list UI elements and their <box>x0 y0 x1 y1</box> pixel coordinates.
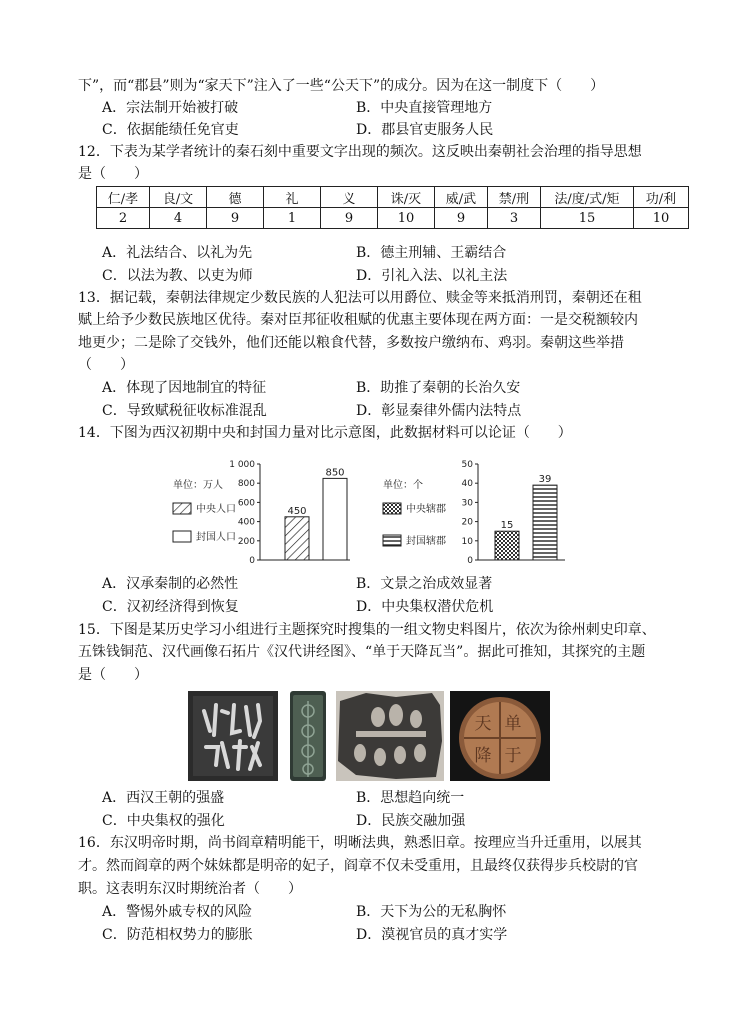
table-header-cell: 禁/刑 <box>488 187 541 208</box>
legend-label: 中央人口 <box>196 504 236 515</box>
unit-label: 单位：万人 <box>173 480 223 491</box>
table-cell: 9 <box>321 208 378 229</box>
table-cell: 4 <box>150 208 207 229</box>
legend-label: 中央辖郡 <box>406 504 446 515</box>
tile-char: 单 <box>504 714 522 734</box>
q12-stem-cont: 是（ ） <box>78 166 148 182</box>
table-cell: 1 <box>264 208 321 229</box>
table-header-cell: 仁/孝 <box>97 187 150 208</box>
q13-stem-cont: 地更少；二是除了交钱外，他们还能以粮食代替，多数按户缴纳布、鸡羽。秦朝这些举措 <box>78 335 624 351</box>
data-label: 850 <box>325 467 345 479</box>
q14-stem: 14．下图为西汉初期中央和封国力量对比示意图，此数据材料可以论证（ ） <box>78 425 572 441</box>
roof-tile-image <box>450 691 550 781</box>
q12-option-a[interactable]: A．礼法结合、以礼为先 <box>102 245 253 261</box>
coin-mold-image <box>290 691 326 781</box>
y-tick-label: 50 <box>461 460 473 470</box>
y-tick-label: 40 <box>461 479 473 490</box>
data-label: 15 <box>500 520 514 532</box>
data-label: 39 <box>538 474 552 486</box>
tile-char: 降 <box>474 746 492 766</box>
q12-option-b[interactable]: B．德主刑辅、王霸结合 <box>356 245 507 261</box>
bar <box>323 478 347 560</box>
table-cell: 15 <box>541 208 634 229</box>
q16-option-a[interactable]: A．警惕外戚专权的风险 <box>102 904 253 920</box>
commanderies-bar-chart <box>375 452 575 570</box>
table-cell: 10 <box>378 208 435 229</box>
q13-stem: 13．据记载，秦朝法律规定少数民族的人犯法可以用爵位、赎金等来抵消刑罚，秦朝还在租 <box>78 290 642 306</box>
q13-option-b[interactable]: B．助推了秦朝的长治久安 <box>356 380 521 396</box>
q16-stem: 16．东汉明帝时期，尚书阎章精明能干，明晰法典，熟悉旧章。按理应当升迁重用，以展其 <box>78 835 642 851</box>
y-tick-label: 800 <box>237 479 255 490</box>
q16-stem-cont: 职。这表明东汉时期统治者（ ） <box>78 881 302 897</box>
legend-swatch <box>383 503 401 514</box>
q14-option-c[interactable]: C．汉初经济得到恢复 <box>102 599 239 615</box>
q13-stem-cont: （ ） <box>78 357 134 373</box>
q11-option-d[interactable]: D．郡县官吏服务人民 <box>356 122 494 138</box>
table-header-cell: 威/武 <box>435 187 488 208</box>
q15-stem: 15．下图是某历史学习小组进行主题探究时搜集的一组文物史料图片，依次为徐州刺史印章、 <box>78 622 656 638</box>
q12-option-c[interactable]: C．以法为教、以吏为师 <box>102 268 253 284</box>
q16-option-c[interactable]: C．防范相权势力的膨胀 <box>102 927 253 943</box>
q11-option-b[interactable]: B．中央直接管理地方 <box>356 100 493 116</box>
bar <box>285 517 309 560</box>
q12-stem: 12．下表为某学者统计的秦石刻中重要文字出现的频次。这反映出秦朝社会治理的指导思想 <box>78 144 642 160</box>
table-header-cell: 功/利 <box>634 187 689 208</box>
table-cell: 3 <box>488 208 541 229</box>
table-header-row <box>97 187 689 208</box>
y-tick-label: 0 <box>467 556 473 566</box>
y-tick-label: 0 <box>249 556 255 566</box>
q13-option-c[interactable]: C．导致赋税征收标准混乱 <box>102 403 267 419</box>
table-header-cell: 礼 <box>264 187 321 208</box>
q13-option-d[interactable]: D．彰显秦律外儒内法特点 <box>356 403 522 419</box>
y-tick-label: 30 <box>461 498 473 509</box>
stone-rubbing-image <box>336 691 444 781</box>
table-row <box>97 208 689 229</box>
bar <box>533 485 557 560</box>
frequency-table <box>96 186 689 229</box>
data-label: 450 <box>287 505 307 517</box>
bar <box>495 531 519 560</box>
y-tick-label: 600 <box>237 498 255 509</box>
q11-option-c[interactable]: C．依据能绩任免官吏 <box>102 122 239 138</box>
table-cell: 9 <box>435 208 488 229</box>
q14-option-b[interactable]: B．文景之治成效显著 <box>356 576 493 592</box>
q15-stem-cont: 是（ ） <box>78 667 148 683</box>
q16-option-b[interactable]: B．天下为公的无私胸怀 <box>356 904 507 920</box>
table-cell: 10 <box>634 208 689 229</box>
table-cell: 9 <box>207 208 264 229</box>
y-tick-label: 10 <box>461 536 473 547</box>
q12-option-d[interactable]: D．引礼入法、以礼主法 <box>356 268 508 284</box>
q15-stem-cont: 五铢钱铜范、汉代画像石拓片《汉代讲经图》、“单于天降瓦当”。据此可推知，其探究的主题 <box>78 644 646 660</box>
y-tick-label: 400 <box>237 517 255 528</box>
q13-stem-cont: 赋上给予少数民族地区优待。秦对臣邦征收租赋的优惠主要体现在两方面：一是交税额较内 <box>78 312 638 328</box>
q15-option-a[interactable]: A．西汉王朝的强盛 <box>102 790 225 806</box>
tile-char: 天 <box>474 714 492 734</box>
q11-option-a[interactable]: A．宗法制开始被打破 <box>102 100 239 116</box>
table-header-cell: 义 <box>321 187 378 208</box>
q14-option-a[interactable]: A．汉承秦制的必然性 <box>102 576 239 592</box>
seal-imprint-image <box>188 691 278 781</box>
legend-swatch <box>383 535 401 546</box>
q11-stem: 下”，而“郡县”则为“家天下”注入了一些“公天下”的成分。因为在这一制度下（ ） <box>78 78 605 94</box>
q16-option-d[interactable]: D．漠视官员的真才实学 <box>356 927 508 943</box>
q15-option-b[interactable]: B．思想趋向统一 <box>356 790 465 806</box>
table-header-cell: 诛/灭 <box>378 187 435 208</box>
q14-option-d[interactable]: D．中央集权潜伏危机 <box>356 599 494 615</box>
legend-label: 封国人口 <box>196 532 236 543</box>
q15-option-c[interactable]: C．中央集权的强化 <box>102 813 225 829</box>
q16-stem-cont: 才。然而阎章的两个妹妹都是明帝的妃子，阎章不仅未受重用，且最终仅获得步兵校尉的官 <box>78 858 638 874</box>
population-bar-chart <box>165 452 355 570</box>
y-tick-label: 200 <box>237 536 255 547</box>
q13-option-a[interactable]: A．体现了因地制宜的特征 <box>102 380 267 396</box>
legend-swatch <box>173 503 191 514</box>
tile-char: 于 <box>504 746 522 766</box>
table-cell: 2 <box>97 208 150 229</box>
legend-label: 封国辖郡 <box>406 536 446 547</box>
table-header-cell: 法/度/式/矩 <box>541 187 634 208</box>
table-header-cell: 德 <box>207 187 264 208</box>
legend-swatch <box>173 531 191 542</box>
y-tick-label: 20 <box>461 517 473 528</box>
q15-option-d[interactable]: D．民族交融加强 <box>356 813 466 829</box>
y-tick-label: 1 000 <box>229 460 255 470</box>
table-header-cell: 良/文 <box>150 187 207 208</box>
unit-label: 单位：个 <box>383 480 423 491</box>
